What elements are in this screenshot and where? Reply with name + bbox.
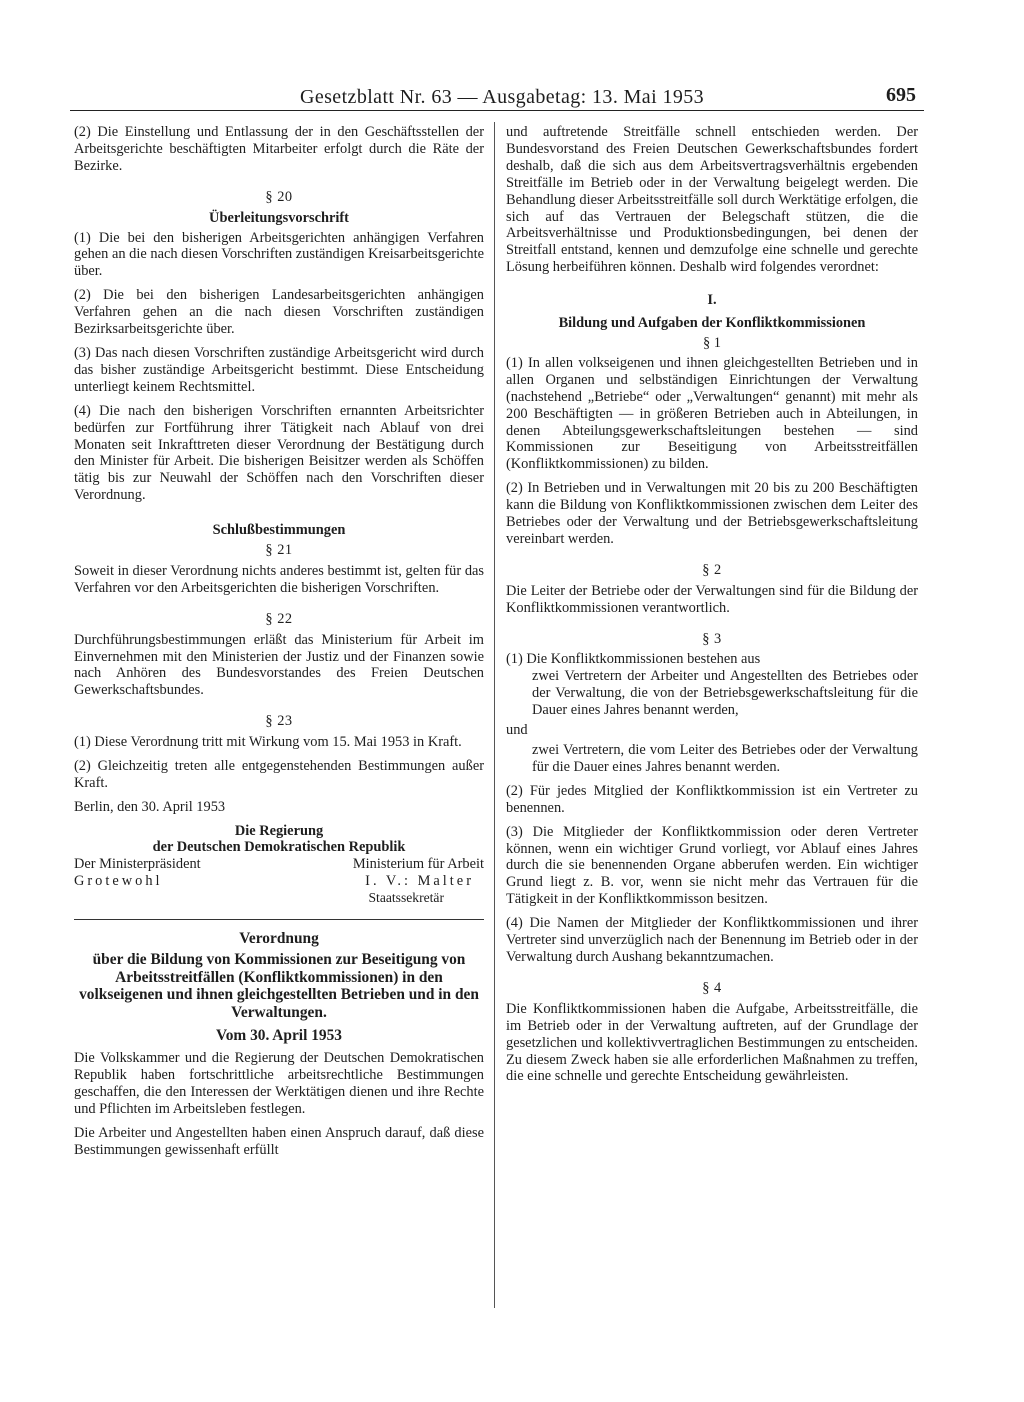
section-number: § 4 <box>702 979 722 996</box>
ordinance-title: über die Bildung von Kommissionen zur Beseitigung von Arbeitsstreitfällen (Konfliktkommissionen) in den volkseigenen und ihnen gleichgestellten Betrieben und in den Verwaltungen. <box>79 951 479 1021</box>
paragraph: und auftretende Streitfälle schnell entschieden werden. Der Bundesvorstand des Freien Deutschen Gewerkschaftsbundes fordert deshalb, daß die sich aus dem Arbeitsvertragsverhältnis ergebenden Streitfälle im Betrieb oder in der Verwaltung beigelegt werden. Die Behandlung dieser Arbeitsstreitfälle soll durch Werktätige erfolgen, die sich auf das Vertrauen der Belegschaft stützen, die die Arbeitsverhältnisse und Produktionsbedingungen, bei denen der Streitfall entstand, kennen und demzufolge eine schnelle und gerechte Lösung herbeiführen können. Deshalb wird folgendes verordnet: <box>506 124 918 276</box>
paragraph: (2) Die Einstellung und Entlassung der in den Geschäftsstellen der Arbeitsgerichte beschäftigten Mitarbeiter erfolgt durch die Räte der Bezirke. <box>74 124 484 174</box>
signature-row <box>74 856 484 873</box>
section-title: Überleitungsvorschrift <box>209 209 349 226</box>
section-number: § 2 <box>702 561 722 578</box>
ordinance-heading: Verordnung <box>239 929 319 947</box>
paragraph: Die Leiter der Betriebe oder der Verwaltungen sind für die Bildung der Konfliktkommissionen verantwortlich. <box>506 582 918 616</box>
gazette-title: Gesetzblatt Nr. 63 — Ausgabetag: 13. Mai 1953 <box>300 86 705 108</box>
page-number: 695 <box>886 84 916 106</box>
section-number: § 22 <box>265 610 293 627</box>
ordinance-date: Vom 30. April 1953 <box>216 1026 342 1044</box>
left-column <box>74 124 484 1166</box>
column-divider <box>494 122 495 1308</box>
right-column <box>506 124 918 1092</box>
paragraph: (2) Für jedes Mitglied der Konfliktkommission ist ein Vertreter zu benennen. <box>506 782 918 816</box>
government-name: der Deutschen Demokratischen Republik <box>152 839 406 856</box>
paragraph: (1) In allen volkseigenen und ihnen gleichgestellten Betrieben und in allen Organen und selbständigen Einrichtungen der Verwaltung (nachstehend „Betriebe“ oder „Verwaltungen“ genannt) mit mehr als 200 Beschäftigten — in größeren Betrieben auch in Abteilungen, in denen Abteilungsgewerkschaftsleitungen bestehen — sind Kommissionen zur Beseitigung von Arbeitsstreitfällen (Konfliktkommissionen) zu bilden. <box>506 354 918 473</box>
signatory-title: Staatssekretär <box>368 889 444 905</box>
place-date: Berlin, den 30. April 1953 <box>74 798 226 815</box>
signatory-name: Grotewohl <box>74 872 163 889</box>
paragraph: (3) Die Mitglieder der Konfliktkommission oder deren Vertreter können, wenn ein wichtiger Grund vorliegt, vor Ablauf eines Jahres durch die sie benennenden Organe abberufen werden. Ein wichtiger Grund liegt z. B. vor, wenn sie nicht mehr das Vertrauen für die Tätigkeit in der Konfliktkommisson besitzen. <box>506 823 918 908</box>
section-number: § 1 <box>703 334 721 351</box>
signatory-name: I. V.: Malter <box>365 872 474 889</box>
page-header <box>70 82 924 111</box>
government-name: Die Regierung <box>234 822 324 839</box>
paragraph: Soweit in dieser Verordnung nichts anderes bestimmt ist, gelten für das Verfahren vor den Arbeitsgerichten die bisherigen Vorschriften. <box>74 562 484 596</box>
paragraph: (2) In Betrieben und in Verwaltungen mit 20 bis zu 200 Beschäftigten kann die Bildung von Konfliktkommissionen zwischen dem Leiter des Betriebes oder der Verwaltung und der Betriebsgewerkschaftsleitung vereinbart werden. <box>506 480 918 547</box>
section-number: § 3 <box>702 630 722 647</box>
paragraph: (3) Das nach diesen Vorschriften zuständige Arbeitsgericht wird durch das bisher zuständige Arbeitsgericht bestimmt. Diese Entscheidung unterliegt keinem Rechtsmittel. <box>74 344 484 395</box>
section-number: § 23 <box>265 713 293 730</box>
paragraph: Die Volkskammer und die Regierung der Deutschen Demokratischen Republik haben fortschrittliche arbeitsrechtliche Bestimmungen geschaffen, die den Interessen der Werktätigen dienen und ihre Rechte und Pflichten im Arbeitsleben festlegen. <box>74 1050 484 1118</box>
signature-row <box>74 890 484 907</box>
paragraph: Die Arbeiter und Angestellten haben einen Anspruch darauf, daß diese Bestimmungen gewissenhaft erfüllt <box>74 1125 484 1158</box>
list-item: zwei Vertretern der Arbeiter und Angestellten des Betriebes oder der Verwaltung, die von der Betriebsgewerkschaftsleitung für die Dauer eines Jahres benannt werden, <box>532 668 918 719</box>
paragraph: (1) Die Konfliktkommissionen bestehen aus <box>506 651 761 668</box>
signatory-role: Ministerium für Arbeit <box>352 855 484 872</box>
part-number: I. <box>707 292 717 309</box>
signatory-role: Der Ministerpräsident <box>74 855 201 872</box>
section-number: § 20 <box>265 188 293 205</box>
paragraph: (1) Die bei den bisherigen Arbeitsgerichten anhängigen Verfahren gehen an die nach diesen Vorschriften zuständigen Kreisarbeitsgerichte über. <box>74 229 484 280</box>
paragraph: (2) Gleichzeitig treten alle entgegenstehenden Bestimmungen außer Kraft. <box>74 758 484 791</box>
list-item: zwei Vertretern, die vom Leiter des Betriebes oder der Verwaltung für die Dauer eines Jahres benannt werden. <box>532 742 918 775</box>
section-title: Schlußbestimmungen <box>212 522 346 539</box>
paragraph: (1) Diese Verordnung tritt mit Wirkung vom 15. Mai 1953 in Kraft. <box>74 734 462 751</box>
section-number: § 21 <box>265 542 293 559</box>
signature-row <box>74 873 484 890</box>
paragraph: Durchführungsbestimmungen erläßt das Ministerium für Arbeit im Einvernehmen mit den Ministerien der Justiz und der Finanzen sowie nach Anhören des Bundesvorstandes des Freien Deutschen Gewerkschaftsbundes. <box>74 631 484 699</box>
paragraph: (4) Die nach den bisherigen Vorschriften ernannten Arbeitsrichter bedürfen zur Fortführung ihrer Tätigkeit nach Ablauf von drei Monaten seit Inkrafttreten dieser Verordnung der Bestätigung durch den Minister für Arbeit. Die bisherigen Beisitzer werden als Schöffen tätig bis zur Neuwahl der Schöffen nach den Vorschriften dieser Verordnung. <box>74 402 484 504</box>
separator-rule <box>74 919 484 920</box>
paragraph: Die Konfliktkommissionen haben die Aufgabe, Arbeitsstreitfälle, die im Betrieb oder in der Verwaltung auftreten, auf der Grundlage der gesetzlichen und kollektivvertraglichen Bestimmungen zu entscheiden. Zu diesem Zweck haben sie alle erforderlichen Maßnahmen zu treffen, die eine schnelle und gerechte Entscheidung gewährleisten. <box>506 1000 918 1085</box>
part-title: Bildung und Aufgaben der Konfliktkommissionen <box>558 315 866 332</box>
paragraph: (2) Die bei den bisherigen Landesarbeitsgerichten anhängigen Verfahren gehen an die nach diesen Vorschriften zuständigen Bezirksarbeitsgerichte über. <box>74 287 484 338</box>
conjunction: und <box>506 722 528 739</box>
paragraph: (4) Die Namen der Mitglieder der Konfliktkommissionen und ihrer Vertreter sind unverzüglich nach der Benennung im Betrieb oder in der Verwaltung durch Aushang bekanntzumachen. <box>506 915 918 965</box>
